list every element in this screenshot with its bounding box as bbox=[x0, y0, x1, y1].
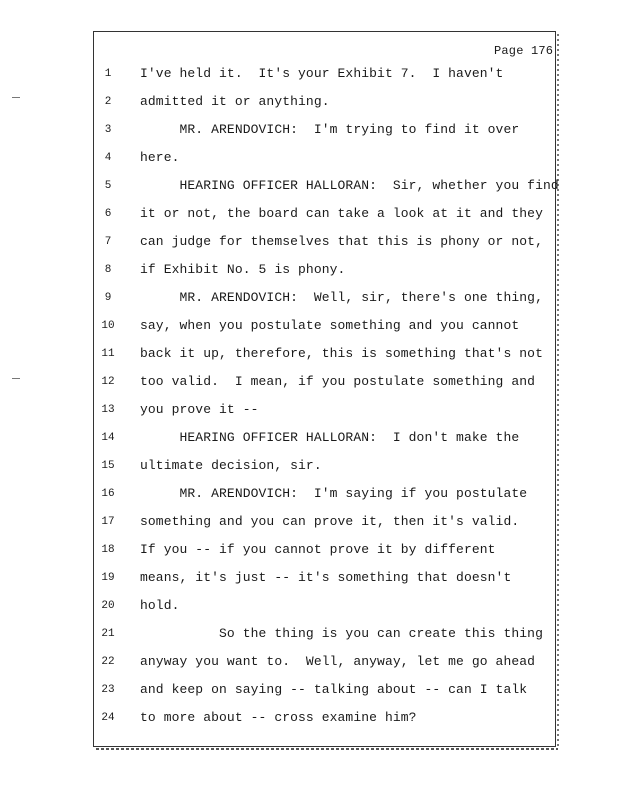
transcript-line: to more about -- cross examine him? bbox=[140, 710, 417, 725]
transcript-line: HEARING OFFICER HALLORAN: Sir, whether you find bbox=[140, 178, 559, 193]
transcript-line: If you -- if you cannot prove it by different bbox=[140, 542, 496, 557]
line-number: 5 bbox=[104, 180, 112, 192]
scan-margin-mark bbox=[12, 97, 20, 98]
transcript-line: hold. bbox=[140, 598, 180, 613]
line-number: 18 bbox=[101, 544, 115, 556]
transcript-line: and keep on saying -- talking about -- can I talk bbox=[140, 682, 528, 697]
line-number: 4 bbox=[104, 152, 112, 164]
transcript-line: HEARING OFFICER HALLORAN: I don't make the bbox=[140, 430, 520, 445]
page-bottom-edge bbox=[96, 748, 558, 750]
transcript-line: MR. ARENDOVICH: I'm trying to find it over bbox=[140, 122, 520, 137]
page-number: Page 176 bbox=[494, 44, 554, 58]
transcript-line: if Exhibit No. 5 is phony. bbox=[140, 262, 346, 277]
line-number: 6 bbox=[104, 208, 112, 220]
transcript-line: means, it's just -- it's something that doesn't bbox=[140, 570, 512, 585]
line-number: 19 bbox=[101, 572, 115, 584]
transcript-line: back it up, therefore, this is something that's not bbox=[140, 346, 543, 361]
page-right-edge bbox=[557, 34, 559, 748]
transcript-line: admitted it or anything. bbox=[140, 94, 330, 109]
transcript-line: too valid. I mean, if you postulate something and bbox=[140, 374, 536, 389]
line-number: 9 bbox=[104, 292, 112, 304]
transcript-line: So the thing is you can create this thing bbox=[140, 626, 543, 641]
transcript-line: can judge for themselves that this is phony or not, bbox=[140, 234, 543, 249]
transcript-line: MR. ARENDOVICH: I'm saying if you postulate bbox=[140, 486, 528, 501]
line-number: 2 bbox=[104, 96, 112, 108]
transcript-line: you prove it -- bbox=[140, 402, 259, 417]
transcript-line: say, when you postulate something and you cannot bbox=[140, 318, 520, 333]
scan-margin-mark bbox=[12, 378, 20, 379]
line-number: 13 bbox=[101, 404, 115, 416]
line-number: 15 bbox=[101, 460, 115, 472]
line-number: 1 bbox=[104, 68, 112, 80]
line-number: 12 bbox=[101, 376, 115, 388]
transcript-line: MR. ARENDOVICH: Well, sir, there's one thing, bbox=[140, 290, 543, 305]
line-number: 23 bbox=[101, 684, 115, 696]
line-number: 21 bbox=[101, 628, 115, 640]
transcript-line: here. bbox=[140, 150, 180, 165]
line-number: 8 bbox=[104, 264, 112, 276]
line-number: 11 bbox=[101, 348, 115, 360]
transcript-line: I've held it. It's your Exhibit 7. I haven't bbox=[140, 66, 504, 81]
transcript-line: it or not, the board can take a look at it and they bbox=[140, 206, 543, 221]
line-number: 3 bbox=[104, 124, 112, 136]
line-number: 22 bbox=[101, 656, 115, 668]
line-number: 24 bbox=[101, 712, 115, 724]
line-number: 10 bbox=[101, 320, 115, 332]
transcript-line: anyway you want to. Well, anyway, let me go ahead bbox=[140, 654, 536, 669]
transcript-line: ultimate decision, sir. bbox=[140, 458, 322, 473]
transcript-line: something and you can prove it, then it's valid. bbox=[140, 514, 520, 529]
line-number: 14 bbox=[101, 432, 115, 444]
line-number: 16 bbox=[101, 488, 115, 500]
line-number: 17 bbox=[101, 516, 115, 528]
line-number: 7 bbox=[104, 236, 112, 248]
line-number: 20 bbox=[101, 600, 115, 612]
